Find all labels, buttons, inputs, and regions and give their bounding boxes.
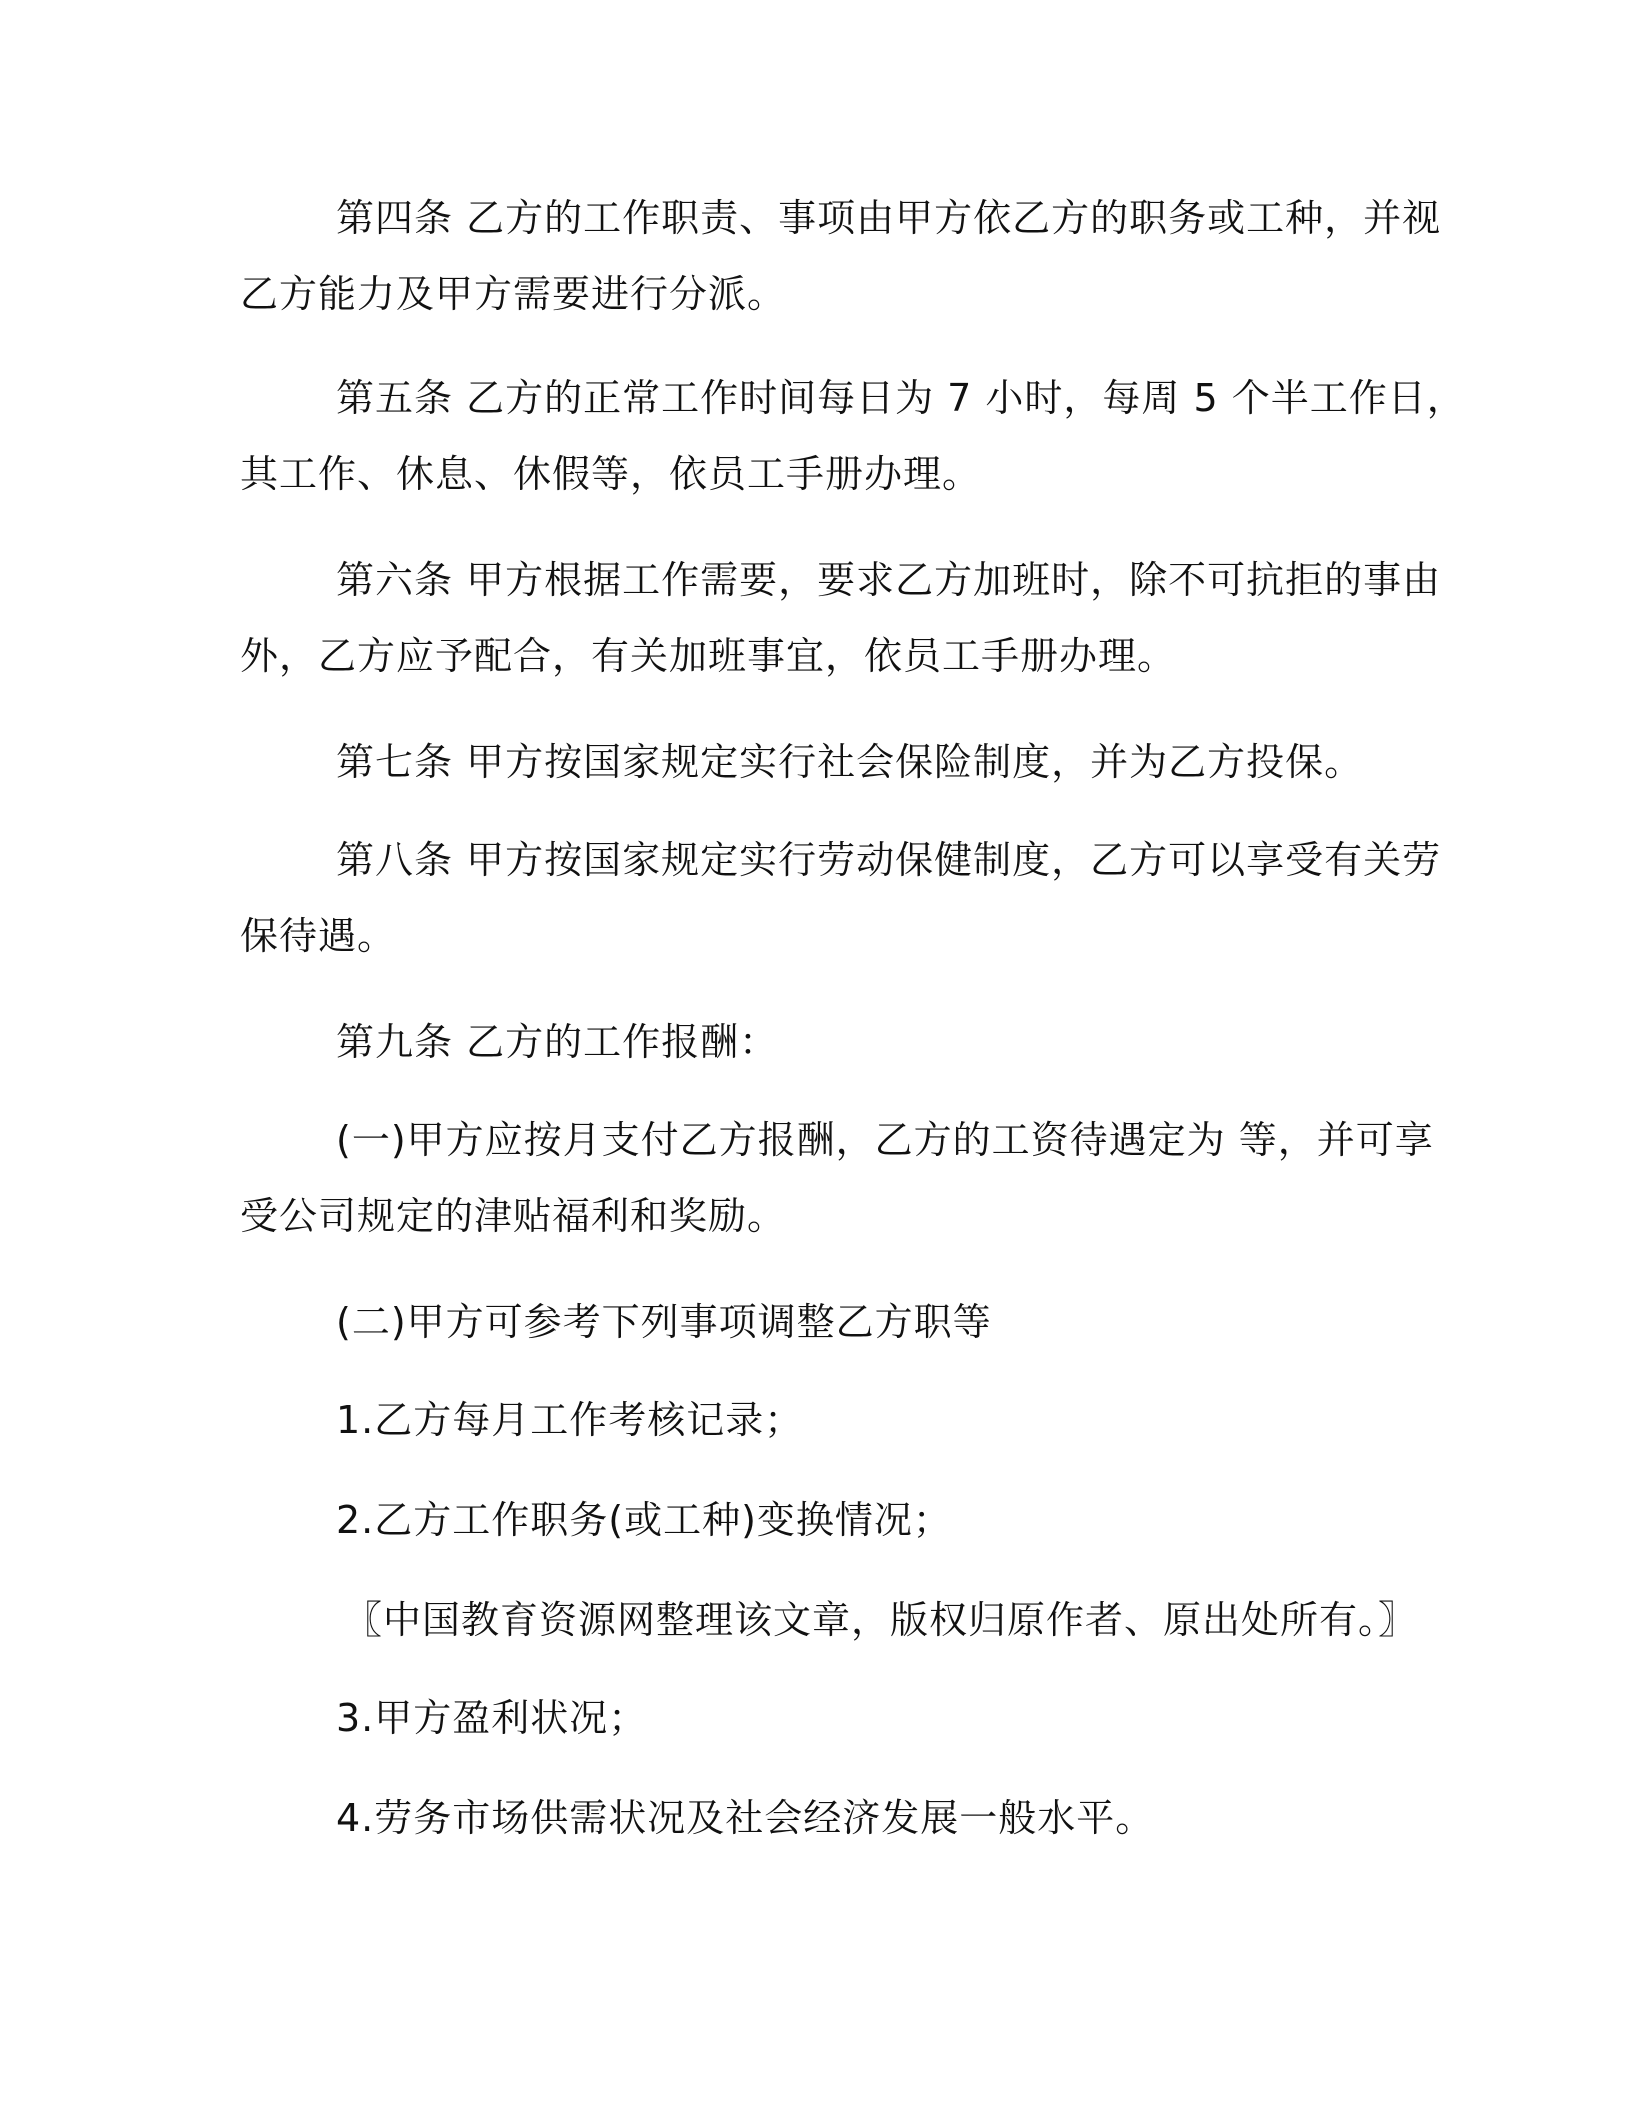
source-note-line-1: 〖中国教育资源网整理该文章，版权归原作者、原出处所有。〗 <box>344 1598 1418 1642</box>
sub-item-1-line-1: 1.乙方每月工作考核记录； <box>336 1398 804 1442</box>
sub-item-2-line-1: 2.乙方工作职务(或工种)变换情况； <box>336 1498 952 1542</box>
item-2-line-1: (二)甲方可参考下列事项调整乙方职等 <box>336 1300 992 1344</box>
article-4 <box>240 180 1442 332</box>
article-6-line-2: 外，乙方应予配合，有关加班事宜，依员工手册办理。 <box>240 634 1177 678</box>
source-note <box>240 1582 1418 1658</box>
article-5 <box>240 360 1466 512</box>
sub-item-4 <box>240 1780 1400 1856</box>
item-1-line-1: (一)甲方应按月支付乙方报酬，乙方的工资待遇定为 等，并可享 <box>336 1118 1434 1162</box>
sub-item-4-line-1: 4.劳务市场供需状况及社会经济发展一般水平。 <box>336 1796 1155 1840</box>
sub-item-2 <box>240 1482 1400 1558</box>
item-1-line-2: 受公司规定的津贴福利和奖励。 <box>240 1194 787 1238</box>
article-7 <box>240 724 1400 800</box>
article-4-line-2: 乙方能力及甲方需要进行分派。 <box>240 272 787 316</box>
sub-item-1 <box>240 1382 1400 1458</box>
item-2 <box>240 1284 1400 1360</box>
article-8 <box>240 822 1442 974</box>
article-9-line-1: 第九条 乙方的工作报酬： <box>336 1020 779 1064</box>
sub-item-3 <box>240 1680 1400 1756</box>
sub-item-3-line-1: 3.甲方盈利状况； <box>336 1696 648 1740</box>
article-6 <box>240 542 1442 694</box>
item-1 <box>240 1102 1434 1254</box>
article-5-line-1: 第五条 乙方的正常工作时间每日为 7 小时，每周 5 个半工作日， <box>336 376 1466 420</box>
article-8-line-2: 保待遇。 <box>240 914 397 958</box>
article-5-line-2: 其工作、休息、休假等，依员工手册办理。 <box>240 452 982 496</box>
article-4-line-1: 第四条 乙方的工作职责、事项由甲方依乙方的职务或工种，并视 <box>336 196 1442 240</box>
article-6-line-1: 第六条 甲方根据工作需要，要求乙方加班时，除不可抗拒的事由 <box>336 558 1442 602</box>
article-9 <box>240 1004 1400 1080</box>
article-7-line-1: 第七条 甲方按国家规定实行社会保险制度，并为乙方投保。 <box>336 740 1364 784</box>
article-8-line-1: 第八条 甲方按国家规定实行劳动保健制度，乙方可以享受有关劳 <box>336 838 1442 882</box>
